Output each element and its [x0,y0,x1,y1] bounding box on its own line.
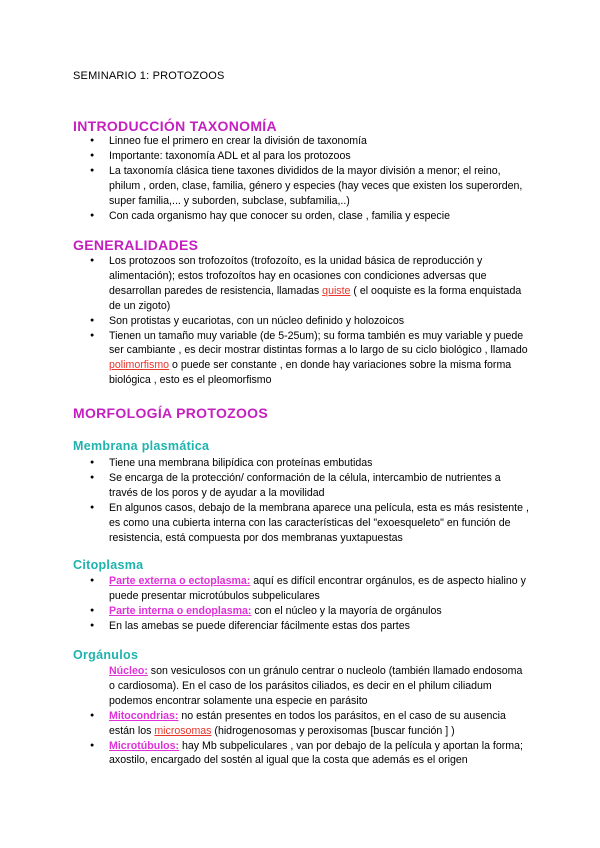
term-microsomas: microsomas [154,724,212,737]
list-item: Núcleo: son vesiculosos con un gránulo centrar o nucleolo (también llamado endosoma o cardiosoma). En el caso de los parásitos ciliados, es decir en el philum ciliadum podemos encontrar solamente una especie en parásito [109,665,523,707]
subheading-organulos: Orgánulos [73,648,139,662]
list-item: ● Parte interna o endoplasma: con el núcleo y la mayoría de orgánulos [90,604,530,619]
generalidades-list [90,254,530,388]
term-mitocondrias: Mitocondrias: [109,709,179,722]
organulos-list [90,664,530,768]
list-item: ● En las amebas se puede diferenciar fácilmente estas dos partes [90,619,530,634]
term-quiste: quiste [322,284,351,297]
term-endoplasma: Parte interna o endoplasma: [109,604,252,617]
document-title: SEMINARIO 1: PROTOZOOS [73,70,225,82]
subheading-membrana: Membrana plasmática [73,439,210,453]
section-heading-intro: INTRODUCCIÓN TAXONOMÍA [73,118,277,134]
section-heading-morfologia: MORFOLOGÍA PROTOZOOS [73,405,268,421]
list-item: ● Tiene una membrana bilipídica con proteínas embutidas [90,456,530,471]
term-ectoplasma: Parte externa o ectoplasma: [109,575,251,587]
list-item: ● Los protozoos son trofozoítos (trofozoíto, es la unidad básica de reproducción y alimentación); estos trofozoítos hay en ocasiones con condiciones adversas que desarrollan paredes de resistencia, llamadas quiste ( el ooquiste es la forma enquistada de un zigoto) [90,254,530,314]
list-item: ● La taxonomía clásica tiene taxones divididos de la mayor división a menor; el reino, philum , orden, clase, familia, género y especies (hay veces que existen los superorden, super familia,... y suborden, subclase, subfamilia,..) [90,164,530,209]
list-item: ● Linneo fue el primero en crear la división de taxonomía [90,134,530,149]
term-nucleo: Núcleo: [109,665,148,677]
list-item: ● Mitocondrias: no están presentes en todos los parásitos, en el caso de su ausencia están los microsomas (hidrogenosomas y peroxisomas [buscar función ] ) [90,709,530,739]
list-item: ● Parte externa o ectoplasma: aquí es difícil encontrar orgánulos, es de aspecto hialino y puede presentar microtúbulos subpeliculares [90,574,530,604]
list-item: ● Son protistas y eucariotas, con un núcleo definido y holozoicos [90,314,530,329]
list-item: ● Se encarga de la protección/ conformación de la célula, intercambio de nutrientes a través de los poros y de ayudar a la movilidad [90,471,530,501]
section-heading-generalidades: GENERALIDADES [73,237,199,253]
intro-list [90,134,530,223]
term-polimorfismo: polimorfismo [109,359,170,372]
list-item: ● Microtúbulos: hay Mb subpeliculares , van por debajo de la película y aportan la forma; axostilo, encargado del sostén al igual que la costa que además es el origen [90,739,530,769]
membrana-list [90,456,530,545]
list-item: ● Con cada organismo hay que conocer su orden, clase , familia y especie [90,209,530,224]
subheading-citoplasma: Citoplasma [73,558,144,572]
citoplasma-list [90,574,530,634]
list-item: ● Importante: taxonomía ADL et al para los protozoos [90,149,530,164]
term-microtubulos: Microtúbulos: [109,739,180,752]
list-item: ● En algunos casos, debajo de la membrana aparece una película, esta es más resistente , es como una cubierta interna con las características del "exoesqueleto" en función de resistencia, está compuesta por dos membranas yuxtapuestas [90,501,530,546]
list-item: ● Tienen un tamaño muy variable (de 5-25um); su forma también es muy variable y puede ser cambiante , es decir mostrar distintas formas a lo largo de su ciclo biológico , llamado polimorfismo o puede ser constante , en donde hay variaciones sobre la misma forma biológica , esto es el pleomorfismo [90,329,530,389]
